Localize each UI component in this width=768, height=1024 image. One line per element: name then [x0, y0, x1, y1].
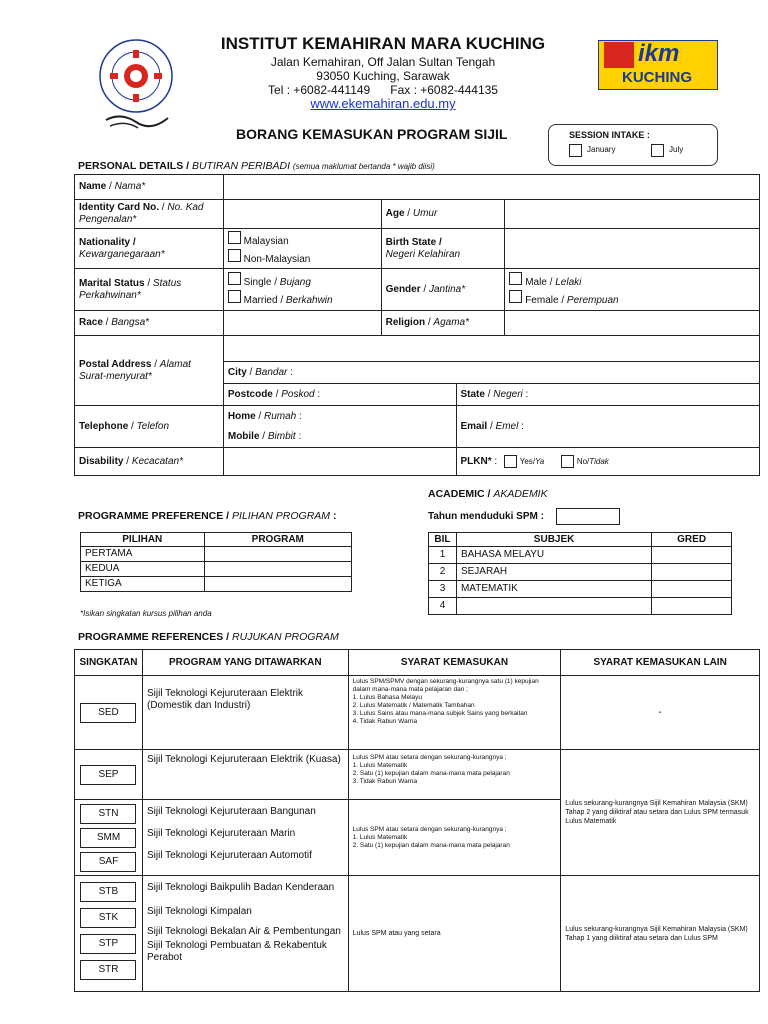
birth-state-label: Birth State / Negeri Kelahiran: [381, 229, 505, 269]
contact-line: [200, 83, 566, 97]
references-heading: PROGRAMME REFERENCES / RUJUKAN PROGRAM: [78, 631, 339, 643]
name-input[interactable]: [223, 175, 759, 200]
name-label: Name / Nama*: [75, 175, 224, 200]
row-bil: 4: [429, 598, 457, 615]
age-input[interactable]: [505, 200, 760, 229]
col-bil: BIL: [429, 533, 457, 547]
plkn-no-checkbox[interactable]: [561, 455, 574, 468]
plkn-yes-checkbox[interactable]: [504, 455, 517, 468]
other-group-2-3: Lulus sekurang-kurangnya Sijil Kemahiran Malaysia (SKM) Tahap 2 yang diiktiraf atau setara dan Lulus SPM termasuk Lulus Matematik: [561, 750, 760, 876]
postcode-field[interactable]: Postcode / Poskod :: [223, 384, 456, 406]
preference-input[interactable]: [204, 577, 351, 592]
row-gred[interactable]: [652, 598, 732, 615]
row-gred[interactable]: [652, 564, 732, 581]
nationality-options: Malaysian Non-Malaysian: [223, 229, 381, 269]
birth-state-input[interactable]: [505, 229, 760, 269]
row-bil: 3: [429, 581, 457, 598]
other-group-4: Lulus sekurang-kurangnya Sijil Kemahiran Malaysia (SKM) Tahap 1 yang diiktiraf atau setara dan Lulus SPM: [561, 876, 760, 992]
col-syarat-lain: SYARAT KEMASUKAN LAIN: [561, 650, 760, 676]
session-intake-box: [548, 124, 718, 166]
row-gred[interactable]: [652, 581, 732, 598]
req-sep: Lulus SPM atau setara dengan sekurang-kurangnya ; 1. Lulus Matematik 2. Satu (1) kepujian dalam mana-mana mata pelajaran 3. Tidak Rabun Warna: [348, 750, 561, 800]
disability-label: Disability / Kecacatan*: [75, 448, 224, 476]
col-program-ditawarkan: PROGRAM YANG DITAWARKAN: [142, 650, 348, 676]
program-saf: Sijil Teknologi Kejuruteraan Automotif: [146, 850, 312, 861]
january-checkbox[interactable]: [569, 144, 582, 157]
program-str: Sijil Teknologi Pembuatan & Rekabentuk Perabot: [146, 940, 327, 963]
website-link[interactable]: www.ekemahiran.edu.my: [310, 96, 456, 111]
race-input[interactable]: [223, 311, 381, 336]
row-subjek[interactable]: [456, 598, 651, 615]
spm-year-label: Tahun menduduki SPM :: [428, 511, 544, 522]
program-sed: Sijil Teknologi Kejuruteraan Elektrik (Domestik dan Industri): [142, 676, 348, 750]
religion-label: Religion / Agama*: [381, 311, 505, 336]
state-field[interactable]: State / Negeri :: [456, 384, 760, 406]
program-smm: Sijil Teknologi Kejuruteraan Marin: [146, 828, 296, 839]
nationality-label: Nationality / Kewarganegaraan*: [75, 229, 224, 269]
logo-ikm-text: ikm: [638, 40, 680, 67]
ic-input[interactable]: [223, 200, 381, 229]
program-sep: Sijil Teknologi Kejuruteraan Elektrik (Kuasa): [142, 750, 348, 800]
code-stn: STN: [80, 804, 136, 824]
code-stk: STK: [80, 908, 136, 928]
gender-label: Gender / Jantina*: [381, 269, 505, 311]
preference-input[interactable]: [204, 562, 351, 577]
female-checkbox[interactable]: [509, 290, 522, 303]
logo-kuching-text: KUCHING: [622, 69, 692, 86]
malaysian-checkbox[interactable]: [228, 231, 241, 244]
preference-row-label: KETIGA: [81, 577, 205, 592]
program-stk: Sijil Teknologi Kimpalan: [146, 906, 252, 917]
january-label: January: [587, 145, 616, 154]
academic-table: [428, 532, 732, 615]
race-label: Race / Bangsa*: [75, 311, 224, 336]
fax: Fax : +6082-444135: [390, 83, 498, 97]
code-sed: SED: [80, 703, 136, 723]
mara-logo: [86, 36, 186, 132]
plkn-field: PLKN* : Yes/Ya No/Tidak: [456, 448, 760, 476]
academic-heading: ACADEMIC / AKADEMIK: [428, 488, 548, 500]
program-stp: Sijil Teknologi Bekalan Air & Pembentungan: [146, 926, 341, 937]
personal-details-heading: PERSONAL DETAILS / BUTIRAN PERIBADI (semua maklumat bertanda * wajib diisi): [78, 160, 435, 172]
city-field[interactable]: City / Bandar :: [223, 362, 759, 384]
personal-details-table: [74, 174, 760, 476]
address-line-1: Jalan Kemahiran, Off Jalan Sultan Tengah: [270, 55, 496, 69]
single-checkbox[interactable]: [228, 272, 241, 285]
form-title: BORANG KEMASUKAN PROGRAM SIJIL: [236, 126, 508, 142]
gender-options: Male / Lelaki Female / Perempuan: [505, 269, 760, 311]
telephone-label: Telephone / Telefon: [75, 406, 224, 448]
col-singkatan: SINGKATAN: [75, 650, 143, 676]
code-smm: SMM: [80, 828, 136, 848]
col-gred: GRED: [652, 533, 732, 547]
institute-name: INSTITUT KEMAHIRAN MARA KUCHING: [220, 34, 546, 53]
age-label: Age / Umur: [381, 200, 505, 229]
req-sed: Lulus SPM/SPMV dengan sekurang-kurangnya satu (1) kepujian dalam mana-mana mata pelajaran dan ; 1. Lulus Bahasa Melayu 2. Lulus Matematik / Matematik Tambahan 3. Lulus Sains atau mana-mana subjek Sains yang berkaitan 4. Tidak Rabun Warna: [348, 676, 561, 750]
email-field[interactable]: Email / Emel :: [456, 406, 760, 448]
disability-input[interactable]: [223, 448, 456, 476]
preference-input[interactable]: [204, 547, 351, 562]
row-gred[interactable]: [652, 547, 732, 564]
col-program: PROGRAM: [204, 533, 351, 547]
col-subjek: SUBJEK: [456, 533, 651, 547]
preference-note: *Isikan singkatan kursus pilihan anda: [80, 609, 212, 618]
code-str: STR: [80, 960, 136, 980]
address-line-2: 93050 Kuching, Sarawak: [316, 69, 450, 83]
row-subjek: MATEMATIK: [456, 581, 651, 598]
program-stb: Sijil Teknologi Baikpulih Badan Kenderaan: [146, 882, 335, 893]
marital-label: Marital Status / Status Perkahwinan*: [75, 269, 224, 311]
married-checkbox[interactable]: [228, 290, 241, 303]
row-bil: 1: [429, 547, 457, 564]
references-table: [74, 649, 760, 992]
session-label: SESSION INTAKE :: [569, 130, 650, 140]
req-group-4: Lulus SPM atau yang setara: [348, 876, 561, 992]
code-saf: SAF: [80, 852, 136, 872]
row-subjek: BAHASA MELAYU: [456, 547, 651, 564]
non-malaysian-checkbox[interactable]: [228, 249, 241, 262]
spm-year-input[interactable]: [556, 508, 620, 525]
other-sed: -: [561, 676, 760, 750]
code-sep: SEP: [80, 765, 136, 785]
religion-input[interactable]: [505, 311, 760, 336]
phone: Tel : +6082-441149: [268, 83, 371, 97]
website-line: [200, 97, 566, 111]
marital-options: Single / Bujang Married / Berkahwin: [223, 269, 381, 311]
postal-input[interactable]: [223, 336, 759, 362]
code-stp: STP: [80, 934, 136, 954]
july-checkbox[interactable]: [651, 144, 664, 157]
preference-heading: PROGRAMME PREFERENCE / PILIHAN PROGRAM :: [78, 510, 337, 522]
row-subjek: SEJARAH: [456, 564, 651, 581]
code-stb: STB: [80, 882, 136, 902]
preference-row-label: PERTAMA: [81, 547, 205, 562]
row-bil: 2: [429, 564, 457, 581]
ikm-kuching-logo: [598, 40, 716, 88]
july-label: July: [669, 145, 684, 154]
phone-fields[interactable]: Home / Rumah : Mobile / Bimbit :: [223, 406, 456, 448]
male-checkbox[interactable]: [509, 272, 522, 285]
col-syarat: SYARAT KEMASUKAN: [348, 650, 561, 676]
program-stn: Sijil Teknologi Kejuruteraan Bangunan: [146, 806, 316, 817]
ic-label: Identity Card No. / No. Kad Pengenalan*: [75, 200, 224, 229]
preference-row-label: KEDUA: [81, 562, 205, 577]
col-pilihan: PILIHAN: [81, 533, 205, 547]
req-group-3: Lulus SPM atau setara dengan sekurang-kurangnya ; 1. Lulus Matematik 2. Satu (1) kepujian dalam mana-mana mata pelajaran: [348, 800, 561, 876]
preference-table: [80, 532, 352, 592]
postal-label: Postal Address / Alamat Surat-menyurat*: [75, 336, 224, 406]
